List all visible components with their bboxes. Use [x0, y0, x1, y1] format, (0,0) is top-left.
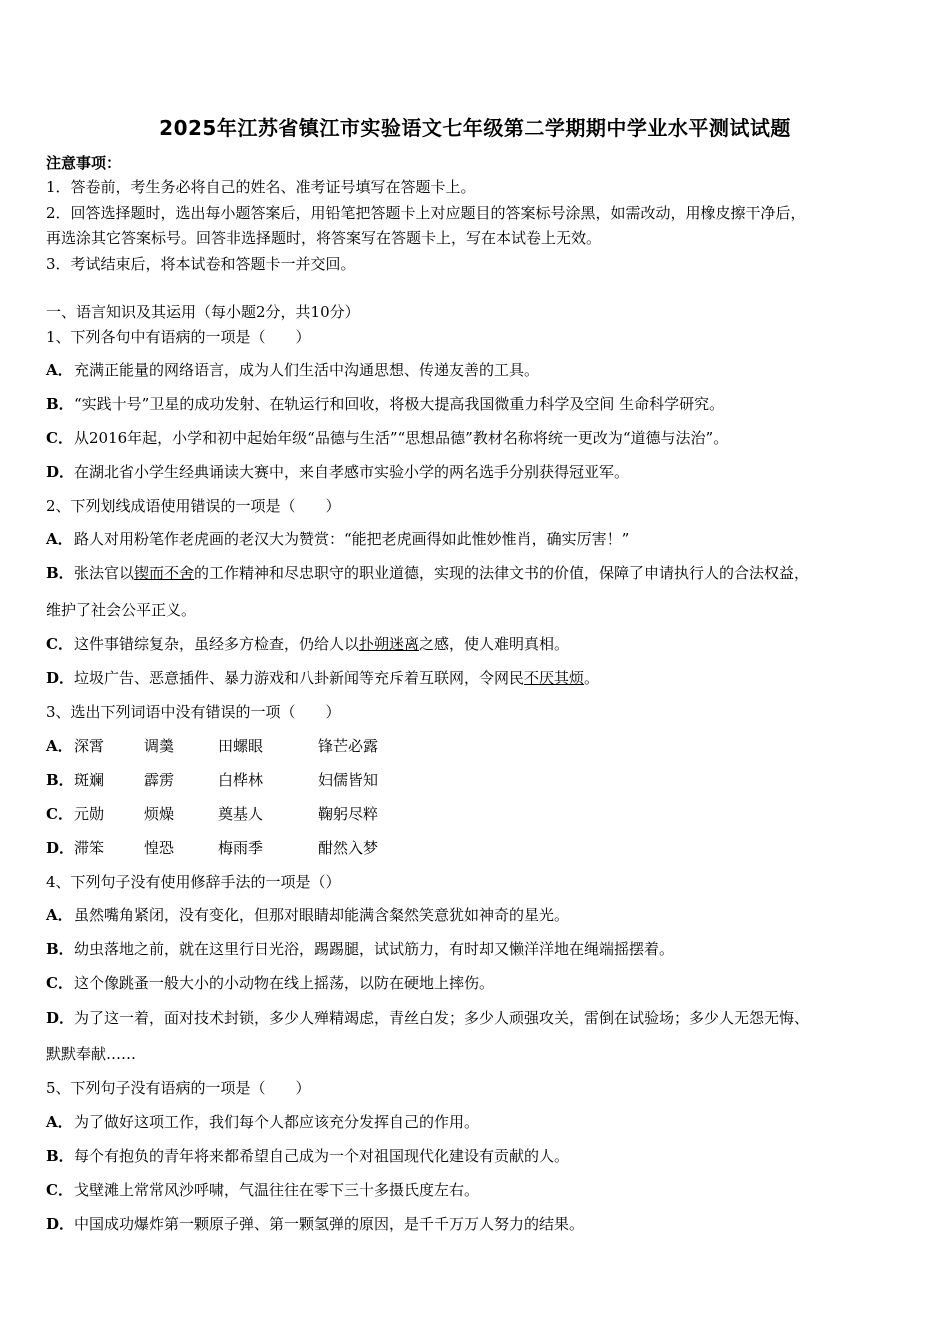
question-1-option-d: [46, 462, 906, 482]
option-letter: A．: [46, 361, 73, 379]
option-text: 在湖北省小学生经典诵读大赛中，来自孝感市实验小学的两名选手分别获得冠亚军。: [74, 463, 630, 481]
option-letter: D．: [46, 1009, 75, 1027]
question-5-option-d: [46, 1214, 906, 1234]
word: 调羹: [144, 737, 175, 755]
option-letter: D．: [46, 839, 75, 857]
word: 深霄: [74, 737, 105, 755]
question-5-option-b: [46, 1146, 906, 1166]
option-letter: C．: [46, 635, 73, 653]
option-letter: B．: [46, 564, 74, 582]
option-letter: B．: [46, 1147, 74, 1165]
word: 惶恐: [144, 839, 175, 857]
question-3-option-d: [46, 838, 906, 858]
question-5-option-a: [46, 1112, 906, 1132]
option-text: 的工作精神和尽忠职守的职业道德，实现的法律文书的价值，保障了申请执行人的合法权益，: [194, 564, 810, 582]
question-1-option-b: [46, 394, 906, 414]
option-text: 。: [584, 669, 600, 687]
question-2-option-b: [46, 563, 906, 583]
option-text: 幼虫落地之前，就在这里行日光浴，踢踢腿，试试筋力，有时却又懒洋洋地在绳端摇摆着。: [74, 940, 675, 958]
option-text: 充满正能量的网络语言，成为人们生活中沟通思想、传递友善的工具。: [74, 361, 540, 379]
question-1-option-c: [46, 428, 906, 448]
option-text: “实践十号”卫星的成功发射、在轨运行和回收，将极大提高我国微重力科学及空间 生命科学研究。: [74, 395, 725, 413]
question-2-option-b-continued: 维护了社会公平正义。: [46, 601, 197, 619]
option-letter: A．: [46, 1113, 73, 1131]
question-4-option-c: [46, 973, 906, 993]
question-2-option-d: [46, 668, 906, 688]
question-3-stem: 3、选出下列词语中没有错误的一项（ ）: [46, 703, 341, 721]
option-letter: A．: [46, 737, 73, 755]
question-2-option-c: [46, 634, 906, 654]
option-text: 中国成功爆炸第一颗原子弹、第一颗氢弹的原因，是千千万万人努力的结果。: [74, 1215, 585, 1233]
word: 斑斓: [74, 771, 105, 789]
question-4-option-d: [46, 1008, 906, 1028]
option-letter: C．: [46, 1181, 73, 1199]
option-letter: A．: [46, 906, 73, 924]
question-4-option-b: [46, 939, 906, 959]
question-3-option-b: [46, 770, 906, 790]
section-heading: 一、语言知识及其运用（每小题2分，共10分）: [46, 303, 360, 321]
question-4-option-d-continued: 默默奉献……: [46, 1045, 137, 1063]
option-letter: C．: [46, 974, 73, 992]
option-text: 每个有抱负的青年将来都希望自己成为一个对祖国现代化建设有贡献的人。: [74, 1147, 570, 1165]
notice-heading: 注意事项：: [46, 154, 122, 172]
option-letter: D．: [46, 463, 75, 481]
option-text: 为了做好这项工作，我们每个人都应该充分发挥自己的作用。: [74, 1113, 480, 1131]
word: 滞笨: [74, 839, 105, 857]
word: 白桦林: [218, 771, 264, 789]
word: 锋芒必露: [318, 737, 379, 755]
underlined-idiom: 不厌其烦: [524, 669, 585, 687]
option-text: 这个像跳蚤一般大小的小动物在线上摇荡，以防在硬地上摔伤。: [74, 974, 495, 992]
option-text: 垃圾广告、恶意插件、暴力游戏和八卦新闻等充斥着互联网，令网民: [74, 669, 525, 687]
word: 田螺眼: [218, 737, 264, 755]
option-letter: A．: [46, 530, 73, 548]
word: 鞠躬尽粹: [318, 805, 379, 823]
word: 元勋: [74, 805, 105, 823]
question-5-option-c: [46, 1180, 906, 1200]
word: 烦燥: [144, 805, 175, 823]
word: 霹雳: [144, 771, 175, 789]
question-4-option-a: [46, 905, 906, 925]
option-letter: C．: [46, 429, 73, 447]
question-4-stem: 4、下列句子没有使用修辞手法的一项是（）: [46, 873, 341, 891]
option-letter: D．: [46, 1215, 75, 1233]
option-text: 路人对用粉笔作老虎画的老汉大为赞赏：“能把老虎画得如此惟妙惟肖，确实厉害！”: [74, 530, 630, 548]
notice-item-continued: 再选涂其它答案标号。回答非选择题时，将答案写在答题卡上，写在本试卷上无效。: [46, 229, 602, 247]
option-text: 为了这一着，面对技术封锁，多少人殚精竭虑，青丝白发；多少人顽强攻关，雷倒在试验场；多少人无怨无悔、: [74, 1009, 810, 1027]
word: 梅雨季: [218, 839, 264, 857]
option-text: 戈壁滩上常常风沙呼啸，气温往往在零下三十多摄氏度左右。: [74, 1181, 480, 1199]
option-letter: B．: [46, 771, 74, 789]
question-3-option-c: [46, 804, 906, 824]
option-letter: D．: [46, 669, 75, 687]
option-text: 虽然嘴角紧闭，没有变化，但那对眼睛却能满含粲然笑意犹如神奇的星光。: [74, 906, 570, 924]
notice-item: 3．考试结束后，将本试卷和答题卡一并交回。: [46, 255, 356, 273]
option-letter: C．: [46, 805, 73, 823]
question-3-option-a: [46, 736, 906, 756]
underlined-idiom: 扑朔迷离: [359, 635, 420, 653]
question-2-stem: 2、下列划线成语使用错误的一项是（ ）: [46, 497, 341, 515]
notice-item: 2．回答选择题时，选出每小题答案后，用铅笔把答题卡上对应题目的答案标号涂黑，如需改动，用橡皮擦干净后，: [46, 204, 806, 222]
option-text: 张法官以: [74, 564, 135, 582]
word: 酣然入梦: [318, 839, 379, 857]
question-1-stem: 1、下列各句中有语病的一项是（ ）: [46, 328, 311, 346]
notice-item: 1．答卷前，考生务必将自己的姓名、准考证号填写在答题卡上。: [46, 178, 476, 196]
word: 奠基人: [218, 805, 264, 823]
option-text: 之感，使人难明真相。: [419, 635, 570, 653]
option-letter: B．: [46, 940, 74, 958]
option-letter: B．: [46, 395, 74, 413]
page-title: 2025年江苏省镇江市实验语文七年级第二学期期中学业水平测试试题: [159, 116, 791, 140]
option-text: 这件事错综复杂，虽经多方检查，仍给人以: [74, 635, 360, 653]
word: 妇儒皆知: [318, 771, 379, 789]
question-2-option-a: [46, 529, 906, 549]
option-text: 从2016年起，小学和初中起始年级“品德与生活”“思想品德”教材名称将统一更改为“道德与法治”。: [74, 429, 729, 447]
question-1-option-a: [46, 360, 906, 380]
question-5-stem: 5、下列句子没有语病的一项是（ ）: [46, 1079, 311, 1097]
underlined-idiom: 锲而不舍: [134, 564, 195, 582]
